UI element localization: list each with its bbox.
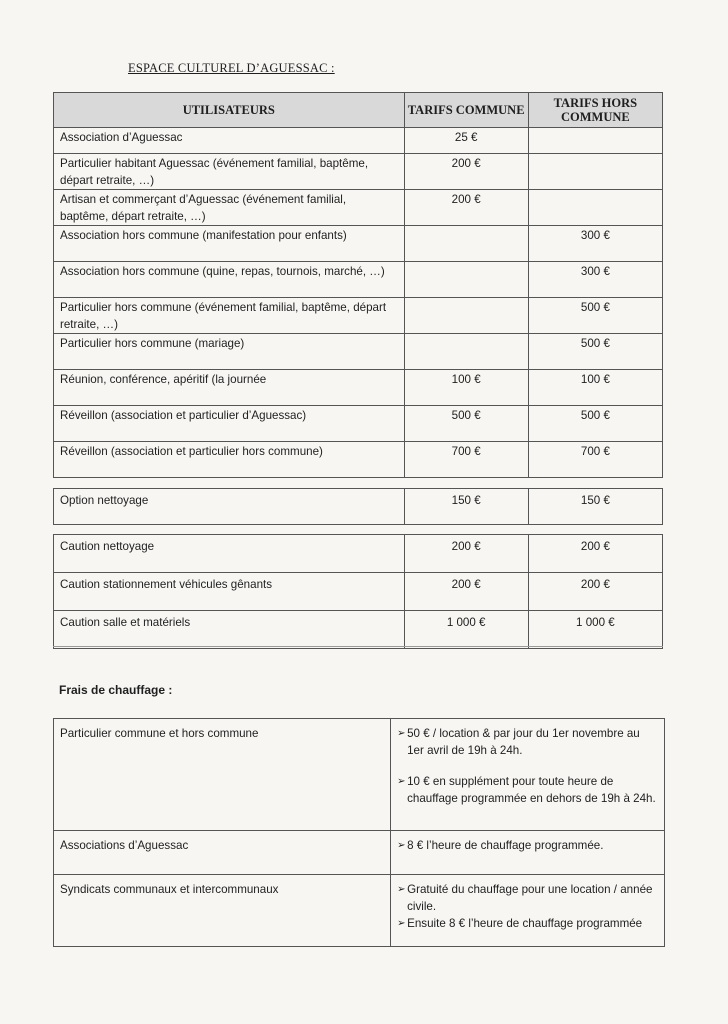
table-row — [54, 226, 663, 262]
commune-price: 150 € — [404, 489, 528, 525]
section-divider — [53, 646, 663, 647]
table-row — [54, 406, 663, 442]
commune-price: 25 € — [404, 128, 528, 154]
user-cell: Artisan et commerçant d’Aguessac (événement familial, baptême, départ retraite, …) — [54, 190, 405, 226]
user-cell: Réveillon (association et particulier hors commune) — [54, 442, 405, 478]
table-row — [54, 573, 663, 611]
commune-price — [404, 226, 528, 262]
user-cell: Association d’Aguessac — [54, 128, 405, 154]
table-row — [54, 535, 663, 573]
hors-price: 500 € — [528, 334, 662, 370]
user-cell: Réveillon (association et particulier d’Aguessac) — [54, 406, 405, 442]
list-item — [397, 773, 658, 807]
table-row — [54, 611, 663, 649]
user-cell: Association hors commune (manifestation pour enfants) — [54, 226, 405, 262]
list-item — [397, 915, 658, 932]
commune-price — [404, 334, 528, 370]
hors-price: 700 € — [528, 442, 662, 478]
chauffage-heading: Frais de chauffage : — [59, 683, 173, 697]
commune-price: 500 € — [404, 406, 528, 442]
list-item-text: Gratuité du chauffage pour une location / année civile. — [407, 883, 653, 913]
arrow-bullet-icon: ➢ — [397, 884, 406, 895]
hors-price: 300 € — [528, 226, 662, 262]
option-nettoyage-table — [53, 488, 663, 525]
hors-price: 500 € — [528, 406, 662, 442]
user-cell: Réunion, conférence, apéritif (la journée — [54, 370, 405, 406]
hors-price — [528, 190, 662, 226]
commune-price — [404, 262, 528, 298]
table-row — [54, 370, 663, 406]
list-item-text: 10 € en supplément pour toute heure de chauffage programmée en dehors de 19h à 24h. — [407, 775, 656, 805]
table-row — [54, 875, 665, 947]
arrow-bullet-icon: ➢ — [397, 918, 406, 929]
commune-price: 100 € — [404, 370, 528, 406]
hors-price — [528, 154, 662, 190]
user-cell: Particulier commune et hors commune — [54, 719, 391, 831]
caution-label: Caution salle et matériels — [54, 611, 405, 649]
hors-price — [528, 128, 662, 154]
commune-price: 200 € — [404, 190, 528, 226]
list-item — [397, 881, 658, 915]
list-item-text: 8 € l’heure de chauffage programmée. — [407, 839, 604, 852]
hors-price: 150 € — [528, 489, 662, 525]
table-row — [54, 719, 665, 831]
cautions-table — [53, 534, 663, 649]
table-row — [54, 298, 663, 334]
tarifs-table — [53, 92, 663, 478]
hors-price: 200 € — [528, 535, 662, 573]
table-row — [54, 489, 663, 525]
commune-price: 200 € — [404, 573, 528, 611]
hors-price: 1 000 € — [528, 611, 662, 649]
hors-price: 100 € — [528, 370, 662, 406]
user-cell: Syndicats communaux et intercommunaux — [54, 875, 391, 947]
chauffage-details — [391, 875, 665, 947]
arrow-bullet-icon: ➢ — [397, 776, 406, 787]
commune-price: 200 € — [404, 535, 528, 573]
commune-price: 200 € — [404, 154, 528, 190]
chauffage-details — [391, 831, 665, 875]
hors-price: 300 € — [528, 262, 662, 298]
table-row — [54, 831, 665, 875]
caution-label: Caution stationnement véhicules gênants — [54, 573, 405, 611]
caution-label: Caution nettoyage — [54, 535, 405, 573]
table-row — [54, 442, 663, 478]
list-item — [397, 725, 658, 759]
user-cell: Particulier hors commune (événement familial, baptême, départ retraite, …) — [54, 298, 405, 334]
commune-price: 1 000 € — [404, 611, 528, 649]
table-header-row — [54, 93, 663, 128]
arrow-bullet-icon: ➢ — [397, 728, 406, 739]
user-cell: Association hors commune (quine, repas, tournois, marché, …) — [54, 262, 405, 298]
option-label: Option nettoyage — [54, 489, 405, 525]
list-item — [397, 837, 658, 854]
table-row — [54, 128, 663, 154]
user-cell: Particulier hors commune (mariage) — [54, 334, 405, 370]
chauffage-details — [391, 719, 665, 831]
arrow-bullet-icon: ➢ — [397, 840, 406, 851]
header-tarifs-commune: TARIFS COMMUNE — [404, 93, 528, 128]
user-cell: Associations d’Aguessac — [54, 831, 391, 875]
hors-price: 200 € — [528, 573, 662, 611]
commune-price — [404, 298, 528, 334]
page-title: ESPACE CULTUREL D’AGUESSAC : — [128, 61, 335, 75]
commune-price: 700 € — [404, 442, 528, 478]
table-row — [54, 262, 663, 298]
list-item-text: Ensuite 8 € l’heure de chauffage programmée — [407, 917, 643, 930]
list-item-text: 50 € / location & par jour du 1er novembre au 1er avril de 19h à 24h. — [407, 727, 640, 757]
user-cell: Particulier habitant Aguessac (événement familial, baptême, départ retraite, …) — [54, 154, 405, 190]
chauffage-table — [53, 718, 665, 947]
table-row — [54, 190, 663, 226]
table-row — [54, 334, 663, 370]
header-utilisateurs: UTILISATEURS — [54, 93, 405, 128]
header-tarifs-hors-commune: TARIFS HORS COMMUNE — [528, 93, 662, 128]
hors-price: 500 € — [528, 298, 662, 334]
table-row — [54, 154, 663, 190]
